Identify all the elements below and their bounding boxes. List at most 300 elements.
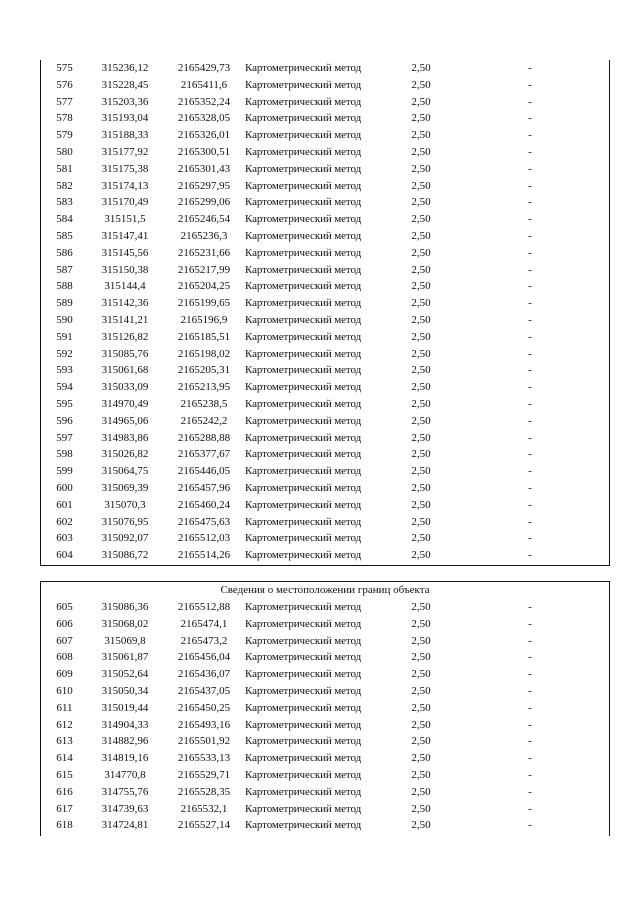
y-coordinate-cell: 2165473,2 [180, 634, 228, 647]
point-description-cell: - [528, 498, 532, 511]
table-row [41, 666, 609, 683]
table-row [41, 649, 609, 666]
point-description-cell: - [528, 819, 532, 832]
accuracy-cell: 2,50 [411, 448, 431, 461]
x-coordinate-cell: 315092,07 [101, 532, 149, 545]
accuracy-cell: 2,50 [411, 213, 431, 226]
method-cell: Картометрический метод [245, 162, 362, 175]
accuracy-cell: 2,50 [411, 280, 431, 293]
y-coordinate-cell: 2165301,43 [177, 162, 231, 175]
point-number-cell: 579 [56, 129, 73, 142]
point-description-cell: - [528, 95, 532, 108]
accuracy-cell: 2,50 [411, 196, 431, 209]
point-number-cell: 604 [56, 549, 73, 562]
table-rows [41, 599, 609, 834]
point-description-cell: - [528, 515, 532, 528]
x-coordinate-cell: 315033,09 [101, 381, 149, 394]
y-coordinate-cell: 2165328,05 [177, 112, 231, 125]
point-description-cell: - [528, 229, 532, 242]
accuracy-cell: 2,50 [411, 62, 431, 74]
table-row [41, 60, 609, 77]
point-description-cell: - [528, 162, 532, 175]
method-cell: Картометрический метод [245, 62, 362, 74]
accuracy-cell: 2,50 [411, 802, 431, 815]
method-cell: Картометрический метод [245, 481, 362, 494]
y-coordinate-cell: 2165299,06 [177, 196, 231, 209]
accuracy-cell: 2,50 [411, 95, 431, 108]
method-cell: Картометрический метод [245, 95, 362, 108]
method-cell: Картометрический метод [245, 280, 362, 293]
accuracy-cell: 2,50 [411, 313, 431, 326]
x-coordinate-cell: 315061,87 [101, 651, 149, 664]
table-row [41, 144, 609, 161]
method-cell: Картометрический метод [245, 112, 362, 125]
method-cell: Картометрический метод [245, 145, 362, 158]
accuracy-cell: 2,50 [411, 684, 431, 697]
table-row [41, 396, 609, 413]
method-cell: Картометрический метод [245, 213, 362, 226]
x-coordinate-cell: 315061,68 [101, 364, 149, 377]
method-cell: Картометрический метод [245, 179, 362, 192]
point-description-cell: - [528, 617, 532, 630]
y-coordinate-cell: 2165512,88 [177, 601, 231, 613]
point-number-cell: 609 [56, 668, 73, 681]
x-coordinate-cell: 315203,36 [101, 95, 149, 108]
point-description-cell: - [528, 785, 532, 798]
x-coordinate-cell: 315145,56 [101, 246, 149, 259]
method-cell: Картометрический метод [245, 768, 362, 781]
x-coordinate-cell: 315188,33 [101, 129, 149, 142]
y-coordinate-cell: 2165236,3 [180, 229, 228, 242]
y-coordinate-cell: 2165205,31 [177, 364, 231, 377]
x-coordinate-cell: 315086,36 [101, 601, 149, 613]
point-description-cell: - [528, 668, 532, 681]
point-number-cell: 603 [56, 532, 73, 545]
accuracy-cell: 2,50 [411, 330, 431, 343]
x-coordinate-cell: 314755,76 [101, 785, 149, 798]
method-cell: Картометрический метод [245, 515, 362, 528]
point-number-cell: 592 [56, 347, 73, 360]
point-number-cell: 578 [56, 112, 73, 125]
y-coordinate-cell: 2165288,88 [177, 431, 231, 444]
accuracy-cell: 2,50 [411, 297, 431, 310]
point-number-cell: 598 [56, 448, 73, 461]
accuracy-cell: 2,50 [411, 162, 431, 175]
x-coordinate-cell: 315070,3 [104, 498, 146, 511]
point-number-cell: 618 [56, 819, 73, 832]
point-description-cell: - [528, 129, 532, 142]
point-number-cell: 593 [56, 364, 73, 377]
point-number-cell: 608 [56, 651, 73, 664]
table-row [41, 430, 609, 447]
point-number-cell: 613 [56, 735, 73, 748]
accuracy-cell: 2,50 [411, 465, 431, 478]
x-coordinate-cell: 315068,02 [101, 617, 149, 630]
point-description-cell: - [528, 414, 532, 427]
point-description-cell: - [528, 364, 532, 377]
point-number-cell: 612 [56, 718, 73, 731]
x-coordinate-cell: 314882,96 [101, 735, 149, 748]
method-cell: Картометрический метод [245, 263, 362, 276]
point-description-cell: - [528, 481, 532, 494]
y-coordinate-cell: 2165457,96 [177, 481, 231, 494]
table-row [41, 497, 609, 514]
table-row [41, 295, 609, 312]
table-row [41, 94, 609, 111]
table-row [41, 633, 609, 650]
table-row [41, 683, 609, 700]
y-coordinate-cell: 2165437,05 [177, 684, 231, 697]
table-row [41, 312, 609, 329]
x-coordinate-cell: 315142,36 [101, 297, 149, 310]
method-cell: Картометрический метод [245, 129, 362, 142]
y-coordinate-cell: 2165429,73 [177, 62, 231, 74]
point-number-cell: 611 [56, 701, 73, 714]
x-coordinate-cell: 315150,38 [101, 263, 149, 276]
table-row [41, 228, 609, 245]
y-coordinate-cell: 2165231,66 [177, 246, 231, 259]
method-cell: Картометрический метод [245, 364, 362, 377]
accuracy-cell: 2,50 [411, 701, 431, 714]
method-cell: Картометрический метод [245, 498, 362, 511]
y-coordinate-cell: 2165246,54 [177, 213, 231, 226]
table-row [41, 547, 609, 564]
y-coordinate-cell: 2165326,01 [177, 129, 231, 142]
table-row [41, 346, 609, 363]
accuracy-cell: 2,50 [411, 634, 431, 647]
point-number-cell: 610 [56, 684, 73, 697]
x-coordinate-cell: 315141,21 [101, 313, 149, 326]
point-number-cell: 599 [56, 465, 73, 478]
point-number-cell: 595 [56, 397, 73, 410]
method-cell: Картометрический метод [245, 617, 362, 630]
accuracy-cell: 2,50 [411, 179, 431, 192]
method-cell: Картометрический метод [245, 431, 362, 444]
method-cell: Картометрический метод [245, 701, 362, 714]
point-description-cell: - [528, 701, 532, 714]
accuracy-cell: 2,50 [411, 381, 431, 394]
x-coordinate-cell: 315069,8 [104, 634, 146, 647]
method-cell: Картометрический метод [245, 684, 362, 697]
y-coordinate-cell: 2165532,1 [180, 802, 228, 815]
point-number-cell: 581 [56, 162, 73, 175]
point-description-cell: - [528, 313, 532, 326]
accuracy-cell: 2,50 [411, 481, 431, 494]
method-cell: Картометрический метод [245, 651, 362, 664]
x-coordinate-cell: 315085,76 [101, 347, 149, 360]
y-coordinate-cell: 2165377,67 [177, 448, 231, 461]
table-row [41, 784, 609, 801]
method-cell: Картометрический метод [245, 752, 362, 765]
table-row [41, 194, 609, 211]
y-coordinate-cell: 2165300,51 [177, 145, 231, 158]
accuracy-cell: 2,50 [411, 246, 431, 259]
point-description-cell: - [528, 297, 532, 310]
boundary-location-table [40, 581, 610, 836]
y-coordinate-cell: 2165297,95 [177, 179, 231, 192]
method-cell: Картометрический метод [245, 229, 362, 242]
table-row [41, 329, 609, 346]
accuracy-cell: 2,50 [411, 785, 431, 798]
x-coordinate-cell: 315151,5 [104, 213, 146, 226]
point-description-cell: - [528, 601, 532, 613]
method-cell: Картометрический метод [245, 297, 362, 310]
method-cell: Картометрический метод [245, 802, 362, 815]
point-description-cell: - [528, 651, 532, 664]
method-cell: Картометрический метод [245, 549, 362, 562]
point-number-cell: 616 [56, 785, 73, 798]
table-row [41, 211, 609, 228]
accuracy-cell: 2,50 [411, 549, 431, 562]
y-coordinate-cell: 2165446,05 [177, 465, 231, 478]
point-number-cell: 580 [56, 145, 73, 158]
point-number-cell: 584 [56, 213, 73, 226]
y-coordinate-cell: 2165198,02 [177, 347, 231, 360]
accuracy-cell: 2,50 [411, 601, 431, 613]
point-description-cell: - [528, 280, 532, 293]
x-coordinate-cell: 315228,45 [101, 78, 149, 91]
method-cell: Картометрический метод [245, 532, 362, 545]
point-description-cell: - [528, 684, 532, 697]
point-number-cell: 577 [56, 95, 73, 108]
point-number-cell: 596 [56, 414, 73, 427]
y-coordinate-cell: 2165204,25 [177, 280, 231, 293]
accuracy-cell: 2,50 [411, 229, 431, 242]
point-description-cell: - [528, 213, 532, 226]
x-coordinate-cell: 315170,49 [101, 196, 149, 209]
point-number-cell: 615 [56, 768, 73, 781]
y-coordinate-cell: 2165196,9 [180, 313, 228, 326]
point-description-cell: - [528, 549, 532, 562]
y-coordinate-cell: 2165474,1 [180, 617, 228, 630]
point-description-cell: - [528, 179, 532, 192]
table-row [41, 480, 609, 497]
x-coordinate-cell: 315052,64 [101, 668, 149, 681]
y-coordinate-cell: 2165456,04 [177, 651, 231, 664]
table-row [41, 599, 609, 616]
method-cell: Картометрический метод [245, 668, 362, 681]
point-description-cell: - [528, 448, 532, 461]
accuracy-cell: 2,50 [411, 397, 431, 410]
x-coordinate-cell: 314970,49 [101, 397, 149, 410]
y-coordinate-cell: 2165185,51 [177, 330, 231, 343]
accuracy-cell: 2,50 [411, 78, 431, 91]
table-row [41, 463, 609, 480]
x-coordinate-cell: 315076,95 [101, 515, 149, 528]
method-cell: Картометрический метод [245, 78, 362, 91]
x-coordinate-cell: 314819,16 [101, 752, 149, 765]
method-cell: Картометрический метод [245, 414, 362, 427]
table-row [41, 700, 609, 717]
point-number-cell: 576 [56, 78, 73, 91]
point-number-cell: 602 [56, 515, 73, 528]
y-coordinate-cell: 2165533,13 [177, 752, 231, 765]
point-description-cell: - [528, 752, 532, 765]
point-number-cell: 589 [56, 297, 73, 310]
method-cell: Картометрический метод [245, 634, 362, 647]
table-row [41, 446, 609, 463]
y-coordinate-cell: 2165242,2 [180, 414, 228, 427]
accuracy-cell: 2,50 [411, 263, 431, 276]
table-caption: Сведения о местоположении границ объекта [220, 584, 430, 596]
x-coordinate-cell: 315193,04 [101, 112, 149, 125]
method-cell: Картометрический метод [245, 397, 362, 410]
y-coordinate-cell: 2165475,63 [177, 515, 231, 528]
table-row [41, 530, 609, 547]
table-row [41, 127, 609, 144]
accuracy-cell: 2,50 [411, 129, 431, 142]
table-row [41, 413, 609, 430]
method-cell: Картометрический метод [245, 601, 362, 613]
y-coordinate-cell: 2165512,03 [177, 532, 231, 545]
y-coordinate-cell: 2165436,07 [177, 668, 231, 681]
y-coordinate-cell: 2165199,65 [177, 297, 231, 310]
table-row [41, 77, 609, 94]
point-number-cell: 575 [56, 62, 73, 74]
point-description-cell: - [528, 802, 532, 815]
table-row [41, 262, 609, 279]
accuracy-cell: 2,50 [411, 498, 431, 511]
accuracy-cell: 2,50 [411, 414, 431, 427]
accuracy-cell: 2,50 [411, 145, 431, 158]
x-coordinate-cell: 315126,82 [101, 330, 149, 343]
point-number-cell: 606 [56, 617, 73, 630]
y-coordinate-cell: 2165217,99 [177, 263, 231, 276]
method-cell: Картометрический метод [245, 381, 362, 394]
point-description-cell: - [528, 735, 532, 748]
table-row [41, 767, 609, 784]
table-row [41, 733, 609, 750]
point-description-cell: - [528, 397, 532, 410]
table-row [41, 717, 609, 734]
y-coordinate-cell: 2165450,25 [177, 701, 231, 714]
point-description-cell: - [528, 196, 532, 209]
point-description-cell: - [528, 246, 532, 259]
y-coordinate-cell: 2165213,95 [177, 381, 231, 394]
x-coordinate-cell: 314965,06 [101, 414, 149, 427]
x-coordinate-cell: 315086,72 [101, 549, 149, 562]
x-coordinate-cell: 315069,39 [101, 481, 149, 494]
accuracy-cell: 2,50 [411, 617, 431, 630]
point-number-cell: 582 [56, 179, 73, 192]
point-description-cell: - [528, 768, 532, 781]
x-coordinate-cell: 314983,86 [101, 431, 149, 444]
method-cell: Картометрический метод [245, 718, 362, 731]
method-cell: Картометрический метод [245, 246, 362, 259]
accuracy-cell: 2,50 [411, 819, 431, 832]
table-row [41, 514, 609, 531]
point-number-cell: 590 [56, 313, 73, 326]
point-description-cell: - [528, 465, 532, 478]
accuracy-cell: 2,50 [411, 768, 431, 781]
y-coordinate-cell: 2165460,24 [177, 498, 231, 511]
point-description-cell: - [528, 145, 532, 158]
x-coordinate-cell: 315147,41 [101, 229, 149, 242]
accuracy-cell: 2,50 [411, 364, 431, 377]
point-number-cell: 585 [56, 229, 73, 242]
point-description-cell: - [528, 718, 532, 731]
method-cell: Картометрический метод [245, 785, 362, 798]
method-cell: Картометрический метод [245, 819, 362, 832]
point-number-cell: 597 [56, 431, 73, 444]
method-cell: Картометрический метод [245, 313, 362, 326]
x-coordinate-cell: 315019,44 [101, 701, 149, 714]
y-coordinate-cell: 2165528,35 [177, 785, 231, 798]
y-coordinate-cell: 2165493,16 [177, 718, 231, 731]
point-description-cell: - [528, 347, 532, 360]
table-row [41, 817, 609, 834]
accuracy-cell: 2,50 [411, 347, 431, 360]
point-description-cell: - [528, 431, 532, 444]
table-row [41, 379, 609, 396]
point-number-cell: 586 [56, 246, 73, 259]
point-number-cell: 591 [56, 330, 73, 343]
point-description-cell: - [528, 381, 532, 394]
point-number-cell: 594 [56, 381, 73, 394]
x-coordinate-cell: 314739,63 [101, 802, 149, 815]
table-row [41, 750, 609, 767]
x-coordinate-cell: 315064,75 [101, 465, 149, 478]
point-description-cell: - [528, 634, 532, 647]
accuracy-cell: 2,50 [411, 431, 431, 444]
x-coordinate-cell: 315175,38 [101, 162, 149, 175]
point-description-cell: - [528, 112, 532, 125]
accuracy-cell: 2,50 [411, 515, 431, 528]
table-row [41, 178, 609, 195]
y-coordinate-cell: 2165514,26 [177, 549, 231, 562]
method-cell: Картометрический метод [245, 465, 362, 478]
x-coordinate-cell: 315144,4 [104, 280, 146, 293]
x-coordinate-cell: 315177,92 [101, 145, 149, 158]
table-row [41, 616, 609, 633]
point-description-cell: - [528, 78, 532, 91]
x-coordinate-cell: 314724,81 [101, 819, 149, 832]
y-coordinate-cell: 2165527,14 [177, 819, 231, 832]
table-row [41, 278, 609, 295]
point-number-cell: 583 [56, 196, 73, 209]
x-coordinate-cell: 315236,12 [101, 62, 149, 74]
y-coordinate-cell: 2165529,71 [177, 768, 231, 781]
x-coordinate-cell: 315026,82 [101, 448, 149, 461]
y-coordinate-cell: 2165501,92 [177, 735, 231, 748]
y-coordinate-cell: 2165411,6 [180, 78, 228, 91]
table-row [41, 801, 609, 818]
point-number-cell: 617 [56, 802, 73, 815]
point-number-cell: 614 [56, 752, 73, 765]
accuracy-cell: 2,50 [411, 735, 431, 748]
point-description-cell: - [528, 263, 532, 276]
point-description-cell: - [528, 62, 532, 74]
method-cell: Картометрический метод [245, 347, 362, 360]
table-rows [41, 60, 609, 564]
accuracy-cell: 2,50 [411, 112, 431, 125]
accuracy-cell: 2,50 [411, 532, 431, 545]
y-coordinate-cell: 2165352,24 [177, 95, 231, 108]
accuracy-cell: 2,50 [411, 752, 431, 765]
point-number-cell: 588 [56, 280, 73, 293]
point-number-cell: 601 [56, 498, 73, 511]
method-cell: Картометрический метод [245, 735, 362, 748]
point-description-cell: - [528, 532, 532, 545]
x-coordinate-cell: 315174,13 [101, 179, 149, 192]
point-number-cell: 587 [56, 263, 73, 276]
method-cell: Картометрический метод [245, 330, 362, 343]
x-coordinate-cell: 315050,34 [101, 684, 149, 697]
accuracy-cell: 2,50 [411, 668, 431, 681]
method-cell: Картометрический метод [245, 448, 362, 461]
point-description-cell: - [528, 330, 532, 343]
x-coordinate-cell: 314904,33 [101, 718, 149, 731]
